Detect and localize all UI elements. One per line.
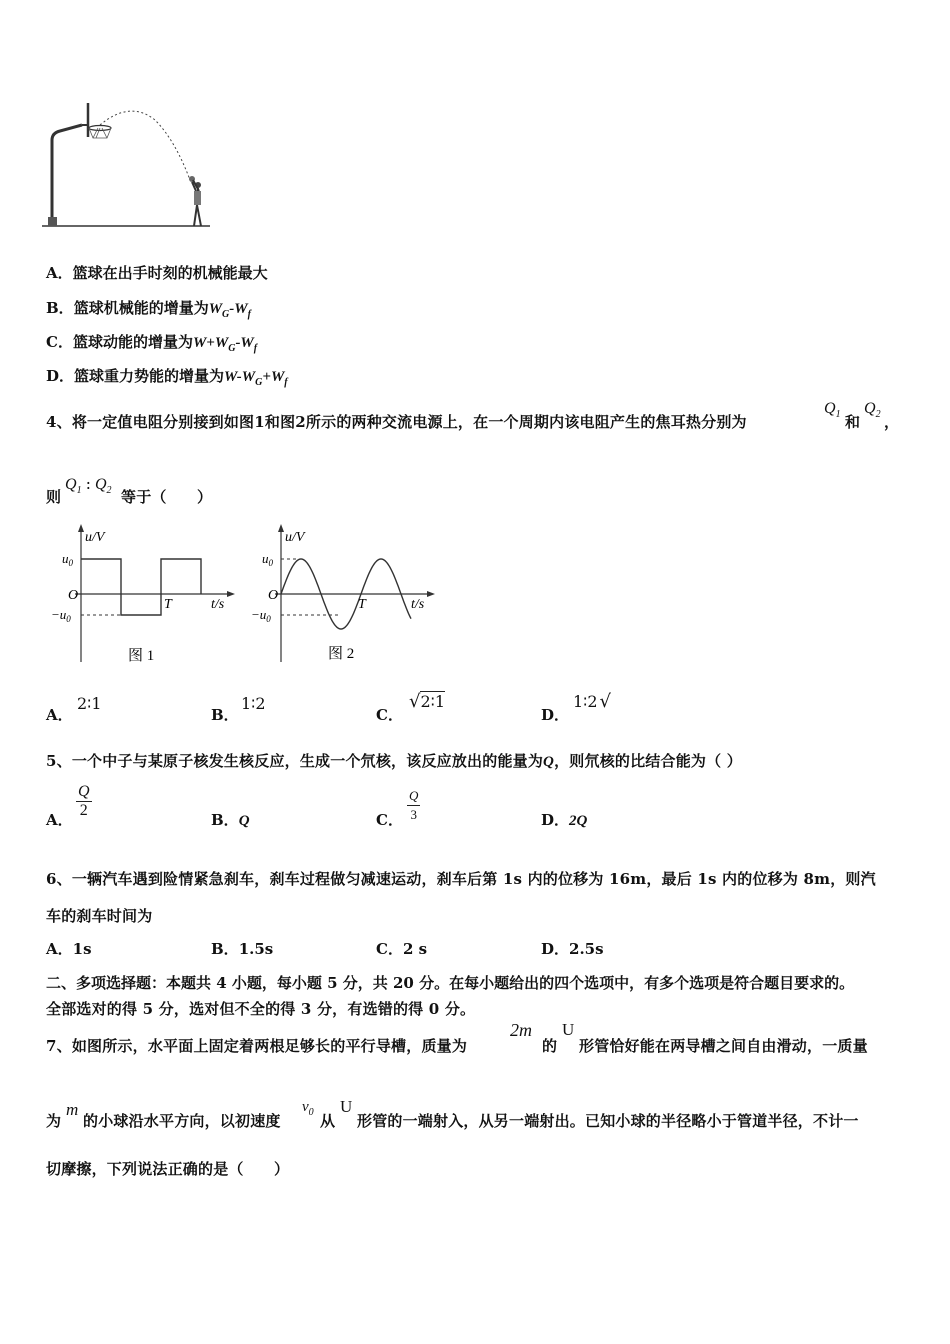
fig1-T-label: T <box>164 597 172 612</box>
q4-ratio-expression: $Q_1$ : $Q_2$ <box>65 474 112 496</box>
fig1-t-axis-label: t/s <box>211 597 225 612</box>
q7-of: 的 <box>542 1037 558 1055</box>
q7-line2-for: 为 <box>46 1112 62 1130</box>
q4-option-a-value: 2∶1 <box>77 694 102 713</box>
q4-option-a: A． <box>46 706 73 724</box>
q3-option-d: D．篮球重力势能的增量为$W-W_G+W_f$ <box>46 367 288 388</box>
q6-option-d: D．2.5s <box>541 940 604 958</box>
q7-line2-mid: 的小球沿水平方向，以初速度 <box>83 1112 281 1130</box>
q4-option-b: B． <box>211 706 239 724</box>
q7-mass-2m: 2m <box>510 1020 532 1040</box>
section2-instructions-line2: 全部选对的得 5 分，选对但不全的得 3 分，有选错的得 0 分。 <box>46 1000 476 1018</box>
q7-line3: 切摩擦，下列说法正确的是（ ） <box>46 1160 290 1178</box>
q6-option-c: C．2 s <box>376 940 428 958</box>
fig2-caption: 图 2 <box>328 646 355 662</box>
q7-line1-end: 形管恰好能在两导槽之间自由滑动，一质量 <box>579 1037 868 1055</box>
q5-option-a: A． <box>46 811 73 829</box>
q5-option-c-fraction: $\frac{Q}{3}$ <box>409 788 419 822</box>
fig2-origin: O <box>268 588 279 603</box>
q4-question-line2: 则 <box>46 488 62 506</box>
q5-option-c: C． <box>376 811 403 829</box>
q6-question-line2: 车的刹车时间为 <box>46 907 153 925</box>
q4-option-c: C． <box>376 706 403 724</box>
q4-question-line1: 4、将一定值电阻分别接到如图1和图2所示的两种交流电源上，在一个周期内该电阻产生的焦耳热分别为 <box>46 413 747 431</box>
q4-option-d: D． <box>541 706 570 724</box>
q4-question-end: 等于（ ） <box>121 488 213 506</box>
fig2-neg-u0-label: $-u_0$ <box>251 607 271 624</box>
fig1-u0-label: $u_0$ <box>62 551 73 568</box>
figure-1-square-wave <box>45 522 245 672</box>
q5-option-a-fraction: $\frac{Q}{2}$ <box>78 783 90 819</box>
q4-option-b-value: 1∶2 <box>241 694 266 713</box>
q7-line2-from: 从 <box>320 1112 336 1130</box>
fig1-neg-u0-label: $-u_0$ <box>51 607 71 624</box>
q6-option-a: A．1s <box>46 940 92 958</box>
fig2-T-label: T <box>358 597 366 612</box>
q4-Q1-symbol: $Q_1$ <box>824 400 841 420</box>
q5-option-b: B．Q <box>211 811 250 829</box>
fig2-u-axis-label: u/V <box>285 530 305 545</box>
fig1-origin: O <box>68 588 79 603</box>
q3-option-b: B．篮球机械能的增量为$W_G-W_f$ <box>46 299 251 320</box>
section2-instructions-line1: 二、多项选择题：本题共 4 小题，每小题 5 分，共 20 分。在每小题给出的四个选项中，有多个选项是符合题目要求的。 <box>46 974 855 992</box>
q5-option-d: D．2Q <box>541 811 588 829</box>
q4-option-d-value: 1∶2 √ <box>573 691 612 712</box>
basketball-figure <box>40 95 220 235</box>
q4-and: 和 <box>845 413 861 431</box>
q7-U-symbol-2: U <box>340 1097 353 1116</box>
q4-comma: ， <box>884 413 900 431</box>
q6-question-line1: 6、一辆汽车遇到险情紧急刹车，刹车过程做匀减速运动，刹车后第 1s 内的位移为 16m，最后 1s 内的位移为 8m，则汽 <box>46 870 876 888</box>
fig1-caption: 图 1 <box>128 648 155 664</box>
figure-2-sine-wave <box>245 522 445 672</box>
q4-Q2-symbol: $Q_2$ <box>864 400 881 420</box>
q3-option-a: A．篮球在出手时刻的机械能最大 <box>46 264 268 282</box>
fig2-u0-label: $u_0$ <box>262 551 273 568</box>
q5-question: 5、一个中子与某原子核发生核反应，生成一个氘核，该反应放出的能量为Q，则氘核的比结合能为（ ） <box>46 752 742 770</box>
fig2-t-axis-label: t/s <box>411 597 425 612</box>
q6-option-b: B．1.5s <box>211 940 274 958</box>
q7-line2-end: 形管的一端射入，从另一端射出。已知小球的半径略小于管道半径，不计一 <box>357 1112 859 1130</box>
q7-m-symbol: m <box>66 1100 79 1119</box>
q4-option-c-value: √2∶1 <box>409 691 446 712</box>
q7-U-symbol-1: U <box>562 1020 575 1039</box>
q3-option-c: C．篮球动能的增量为$W+W_G-W_f$ <box>46 333 258 354</box>
q7-v0-symbol: $v_0$ <box>302 1099 314 1118</box>
fig1-u-axis-label: u/V <box>85 530 105 545</box>
q7-line1-start: 7、如图所示，水平面上固定着两根足够长的平行导槽，质量为 <box>46 1037 468 1055</box>
